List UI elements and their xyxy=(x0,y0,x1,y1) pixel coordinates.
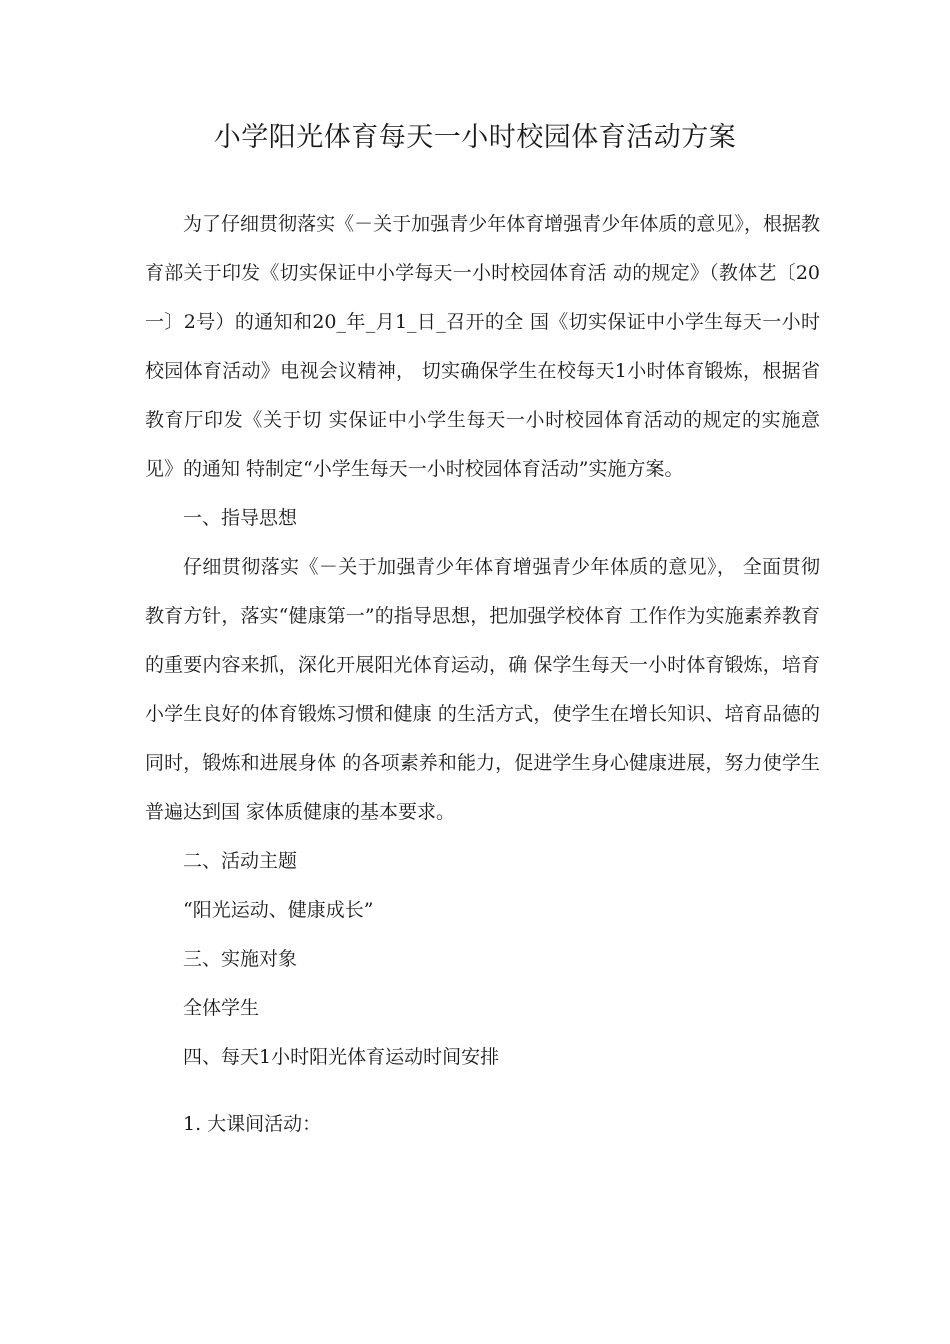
section-heading-schedule: 四、每天1小时阳光体育运动时间安排 xyxy=(183,1046,500,1068)
section-heading-theme: 二、活动主题 xyxy=(183,850,298,872)
target-text: 全体学生 xyxy=(183,997,260,1019)
guiding-thought-paragraph: 仔细贯彻落实《－关于加强青少年体育增强青少年体质的意见》， 全面贯彻教育方针，落实“健康第一”的指导思想，把加强学校体育 工作作为实施素养教育的重要内容来抓，深化开展阳光体育运动，确 保学生每天一小时体育锻炼，培育小学生良好的体育锻炼习惯和健康 的生活方式，使学生在增长知识、培育品德的同时，锻炼和进展身体 的各项素养和能力，促进学生身心健康进展，努力使学生普遍达到国 家体质健康的基本要求。 xyxy=(145,556,820,823)
intro-paragraph: 为了仔细贯彻落实《－关于加强青少年体育增强青少年体质的意见》，根据教育部关于印发《切实保证中小学每天一小时校园体育活 动的规定》（教体艺〔20一〕2号）的通知和20_年_月1_日_召开的全 国《切实保证中小学生每天一小时校园体育活动》电视会议精神， 切实确保学生在校每天1小时体育锻炼，根据省教育厅印发《关于切 实保证中小学生每天一小时校园体育活动的规定的实施意见》的通知 特制定“小学生每天一小时校园体育活动”实施方案。 xyxy=(145,213,820,480)
document-title: 小学阳光体育每天一小时校园体育活动方案 xyxy=(213,122,737,153)
spacer xyxy=(145,1082,820,1100)
theme-text: “阳光运动、健康成长” xyxy=(183,899,374,921)
section-heading-guiding-thought: 一、指导思想 xyxy=(183,507,298,529)
document-body xyxy=(145,200,820,1149)
section-heading-target: 三、实施对象 xyxy=(183,948,298,970)
schedule-item-1: 1. 大课间活动： xyxy=(183,1113,322,1135)
